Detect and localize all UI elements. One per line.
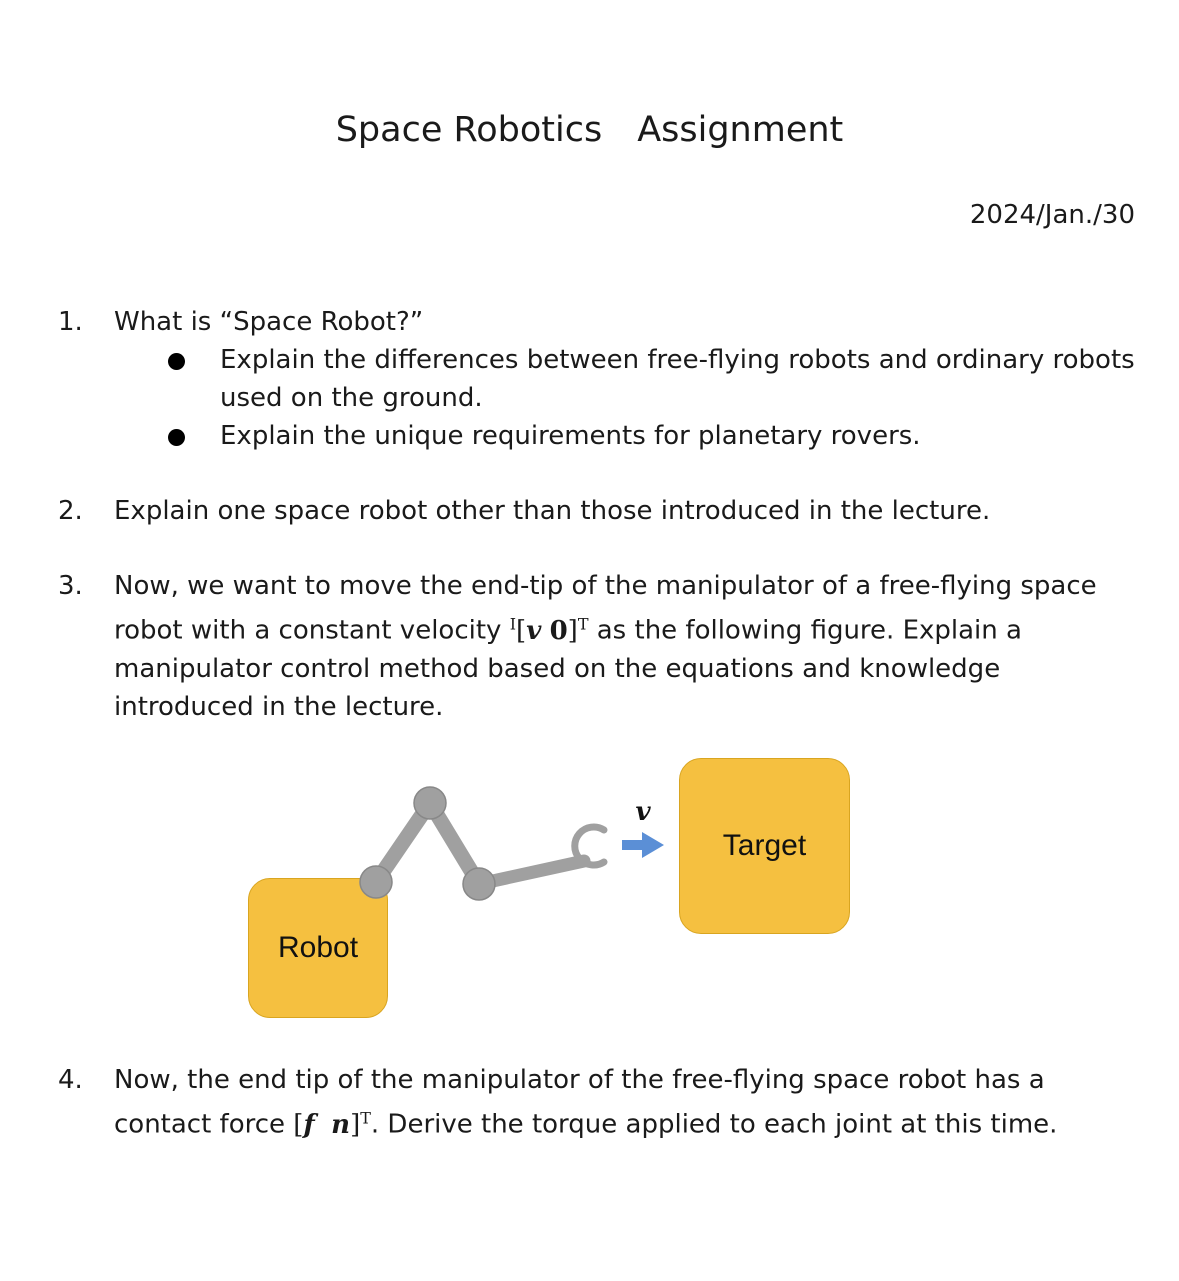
moment-symbol: n [331,1109,351,1140]
bullet-list [114,341,1148,455]
velocity-symbol: v [526,615,542,646]
target-label: Target [722,829,807,862]
question-2 [58,492,1148,530]
question-4 [58,1061,1148,1144]
joint-icon [360,866,392,898]
question-number: 4. [58,1065,83,1095]
bullet-text: Explain the unique requirements for planetary rovers. [220,421,921,451]
question-number: 3. [58,571,83,601]
page-title: Space Robotics Assignment [335,110,844,150]
velocity-vector-math: $^I$[v 0]$^T$ [509,614,589,646]
force-vector-math: [f n]$^T$ [293,1108,371,1140]
transpose-superscript: T [360,1108,371,1127]
force-symbol: f [303,1109,315,1140]
bullet-text: Explain the differences between free-flying robots and ordinary robots used on the ground. [220,345,1135,413]
question-text-before: Now, we want to move the end-tip of the manipulator of a free-flying space robot with a constant velocity [114,571,1097,646]
bullet-item [114,417,1148,455]
bullet-icon [168,353,185,370]
joint-icon [414,787,446,819]
velocity-arrow-icon [622,832,664,858]
joint-icon [463,868,495,900]
date: 2024/Jan./30 [969,200,1135,230]
bullet-icon [168,429,185,446]
question-text [114,567,1148,726]
question-text: What is “Space Robot?” [114,307,424,337]
question-number: 1. [58,307,83,337]
question-text-after: as the following figure. Explain a manipulator control method based on the equations and knowledge introduced in the lecture. [114,615,1022,722]
question-text-before: Now, the end tip of the manipulator of the free-flying space robot has a contact force [114,1065,1045,1140]
zero-vector-symbol: 0 [549,615,568,646]
robot-label: Robot [277,931,359,964]
manipulator-diagram [230,745,870,1035]
question-text: Explain one space robot other than those introduced in the lecture. [114,496,991,526]
robot-target-figure [230,745,870,1035]
velocity-label: v [635,797,651,827]
question-text-after: . Derive the torque applied to each joint at this time. [370,1109,1058,1140]
bullet-item [114,341,1148,417]
frame-superscript: I [509,614,517,633]
question-number: 2. [58,496,83,526]
question-text [114,1061,1148,1144]
question-1 [58,303,1148,455]
transpose-superscript: T [577,614,589,633]
manipulator-arm [360,787,604,900]
question-3 [58,567,1148,726]
